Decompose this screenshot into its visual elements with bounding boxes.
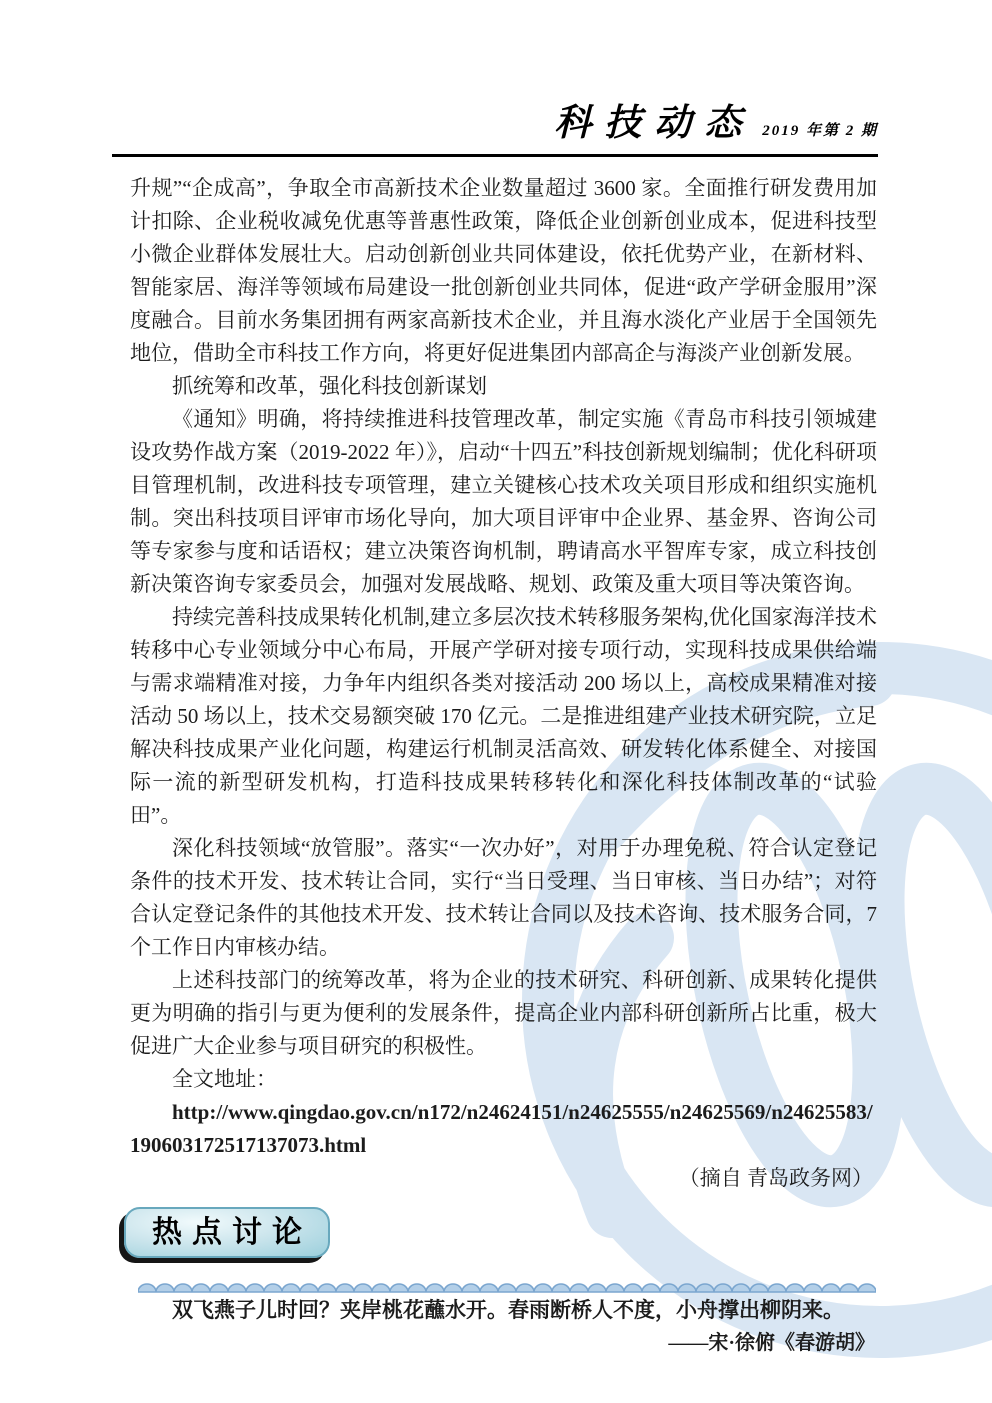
article-paragraph: 《通知》明确，将持续推进科技管理改革，制定实施《青岛市科技引领城建设攻势作战方案（2019-2022 年）》，启动“十四五”科技创新规划编制；优化科研项目管理机制，改进科技专项管理，建立关键核心技术攻关项目形成和组织实施机制。突出科技项目评审市场化导向，加大项目评审中企业界、基金界、咨询公司等专家参与度和话语权；建立决策咨询机制，聘请高水平智库专家，成立科技创新决策咨询专家委员会，加强对发展战略、规划、政策及重大项目等决策咨询。 <box>130 407 877 596</box>
wave-divider <box>138 1280 876 1294</box>
full-text-label: 全文地址： <box>172 1067 277 1091</box>
page-header <box>112 92 878 157</box>
article-paragraph: 持续完善科技成果转化机制,建立多层次技术转移服务架构,优化国家海洋技术转移中心专业领域分中心布局，开展产学研对接专项行动，实现科技成果供给端与需求端精准对接，力争年内组织各类对接活动 200 场以上，高校成果精准对接活动 50 场以上，技术交易额突破 170 亿元。二是推进组建产业技术研究院，立足解决科技成果产业化问题，构建运行机制灵活高效、研发转化体系健全、对接国际一流的新型研发机构，打造科技成果转移转化和深化科技体制改革的“试验田”。 <box>130 605 877 827</box>
hot-topic-section <box>124 1207 877 1258</box>
hot-topic-box: 热点讨论 <box>124 1207 330 1258</box>
article-paragraph: 上述科技部门的统筹改革，将为企业的技术研究、科研创新、成果转化提供更为明确的指引与更为便利的发展条件，提高企业内部科研创新所占比重，极大促进广大企业参与项目研究的积极性。 <box>130 968 877 1058</box>
newsletter-title: 科技动态 <box>554 103 755 144</box>
article-url: http://www.qingdao.gov.cn/n172/n24624151/n24625555/n24625569/n24625583/190603172517137073.html <box>130 1100 873 1157</box>
article-paragraph: 深化科技领域“放管服”。落实“一次办好”，对用于办理免税、符合认定登记条件的技术开发、技术转让合同，实行“当日受理、当日审核、当日办结”；对符合认定登记条件的其他技术开发、技术转让合同以及技术咨询、技术服务合同，7 个工作日内审核办结。 <box>130 836 877 959</box>
poem-attribution: ——宋·徐俯《春游胡》 <box>668 1332 875 1354</box>
source-attribution: （摘自 青岛政务网） <box>678 1166 873 1190</box>
issue-number: 2019 年第 2 期 <box>762 123 878 139</box>
article-body <box>130 172 877 1360</box>
poem-quote: 双飞燕子儿时回？夹岸桃花蘸水开。春雨断桥人不度，小舟撑出柳阴来。 <box>172 1298 844 1322</box>
article-subheading: 抓统筹和改革，强化科技创新谋划 <box>172 374 487 398</box>
article-paragraph: 升规”“企成高”，争取全市高新技术企业数量超过 3600 家。全面推行研发费用加计扣除、企业税收减免优惠等普惠性政策，降低企业创新创业成本，促进科技型小微企业群体发展壮大。启动创新创业共同体建设，依托优势产业，在新材料、智能家居、海洋等领域布局建设一批创新创业共同体，促进“政产学研金服用”深度融合。目前水务集团拥有两家高新技术企业，并且海水淡化产业居于全国领先地位，借助全市科技工作方向，将更好促进集团内部高企与海淡产业创新发展。 <box>130 176 877 365</box>
